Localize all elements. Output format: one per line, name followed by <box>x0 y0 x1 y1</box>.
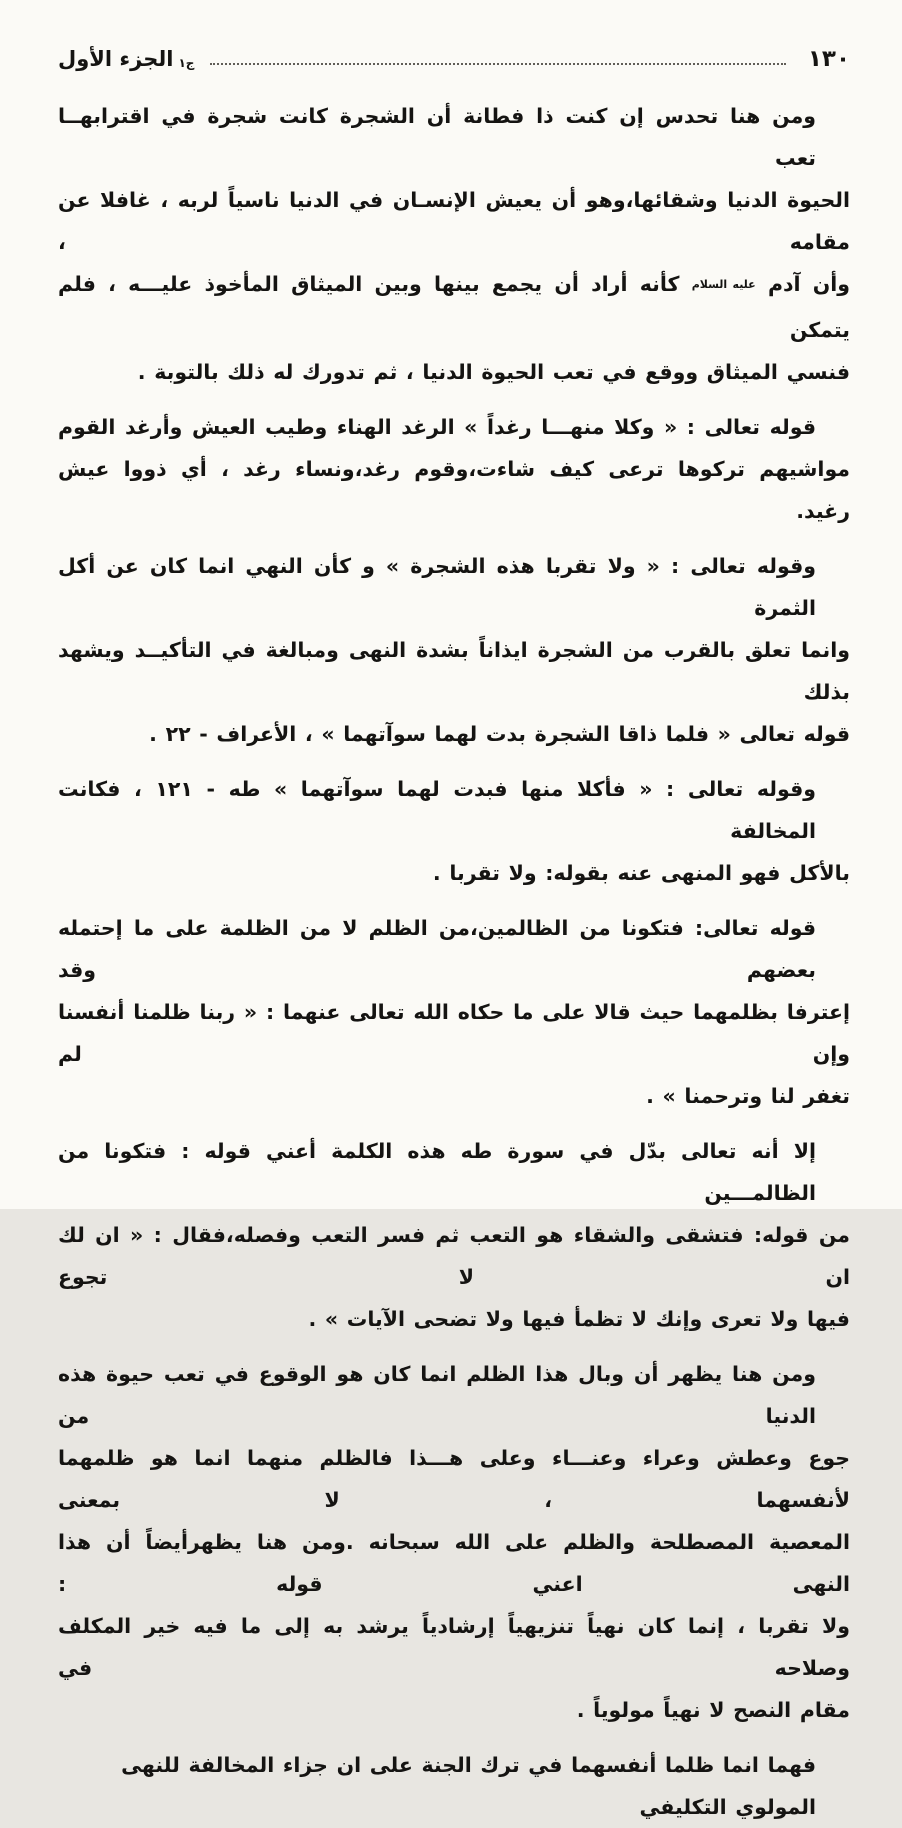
text-line: الحيوة الدنيا وشقائها،وهو أن يعيش الإنسـان في الدنيا ناسياً لربه ، غافلا عن مقامه ، <box>58 188 850 254</box>
volume-marker: ج١ <box>178 56 195 70</box>
text-line: فنسي الميثاق ووقع في تعب الحيوة الدنيا ، ثم تدورك له ذلك بالتوبة . <box>137 360 850 384</box>
text-line: وقوله تعالى : « فأكلا منها فبدت لهما سوآتهما » طه - ١٢١ ، فكانت المخالفة <box>58 777 816 843</box>
text-line: قوله تعالى « فلما ذاقا الشجرة بدت لهما سوآتهما » ، الأعراف - ٢٢ . <box>149 722 850 746</box>
text-line: ومن هنا تحدس إن كنت ذا فطانة أن الشجرة كانت شجرة في اقترابهــا تعب <box>58 104 816 170</box>
text-body <box>58 95 850 1828</box>
honorific-mark: عليه السلام <box>691 278 756 291</box>
text-line: مقام النصح لا نهياً مولوياً . <box>576 1698 850 1722</box>
text-line: قوله تعالى: فتكونا من الظالمين،من الظلم لا من الظلمة على ما إحتمله بعضهم وقد <box>58 916 816 982</box>
text-line: مواشيهم تركوها ترعى كيف شاءت،وقوم رغد،ونساء رغد ، أي ذووا عيش رغيد. <box>58 457 850 523</box>
text-line: فهما انما ظلما أنفسهما في ترك الجنة على ان جزاء المخالفة للنهى المولوي التكليفي <box>121 1753 816 1819</box>
page-header <box>58 42 850 76</box>
text-line: من قوله: فتشقى والشقاء هو التعب ثم فسر التعب وفصله،فقال : « ان لك ان لا تجوع <box>58 1223 850 1289</box>
text-line: تغفر لنا وترحمنا » . <box>646 1084 850 1108</box>
text-line <box>58 263 850 351</box>
paragraph-3 <box>58 545 850 755</box>
volume-title: الجزء الأول <box>58 47 174 71</box>
text-line: إلا أنه تعالى بدّل في سورة طه هذه الكلمة أعني قوله : فتكونا من الظالمـــين <box>58 1139 816 1205</box>
text-line: وانما تعلق بالقرب من الشجرة ايذاناً بشدة النهى ومبالغة في التأكيــد ويشهد بذلك <box>58 638 850 704</box>
paragraph-1 <box>58 95 850 393</box>
paragraph-8 <box>58 1744 850 1828</box>
text-line: إعترفا بظلمهما حيث قالا على ما حكاه الله تعالى عنهما : « ربنا ظلمنا أنفسنا وإن لم <box>58 1000 850 1066</box>
paragraph-7 <box>58 1353 850 1731</box>
text-line: المعصية المصطلحة والظلم على الله سبحانه .ومن هنا يظهرأيضاً أن هذا النهى اعني قوله : <box>58 1530 850 1596</box>
header-dotted-rule <box>210 63 785 65</box>
paragraph-5 <box>58 907 850 1117</box>
text-line: بالأكل فهو المنهى عنه بقوله: ولا تقربا . <box>432 861 850 885</box>
text-line: فيها ولا تعرى وإنك لا تظمأ فيها ولا تضحى الآيات » . <box>308 1307 850 1331</box>
paragraph-2 <box>58 406 850 532</box>
text-line: جوع وعطش وعراء وعنـــاء وعلى هـــذا فالظلم منهما انما هو ظلمهما لأنفسهما ، لا بمعنى <box>58 1446 850 1512</box>
text-segment: كأنه أراد أن يجمع بينها وبين الميثاق المأخوذ عليـــه ، فلم يتمكن <box>58 272 850 342</box>
page-number: ١٣٠ <box>807 46 850 72</box>
text-segment: وأن آدم <box>767 272 851 296</box>
text-line: قوله تعالى : « وكلا منهـــا رغداً » الرغد الهناء وطيب العيش وأرغد القوم <box>58 415 816 439</box>
paragraph-6 <box>58 1130 850 1340</box>
volume-label <box>58 47 194 71</box>
paragraph-4 <box>58 768 850 894</box>
text-line: ولا تقربا ، إنما كان نهياً تنزيهياً إرشادياً يرشد به إلى ما فيه خير المكلف وصلاحه في <box>58 1614 850 1680</box>
text-line: ومن هنا يظهر أن وبال هذا الظلم انما كان هو الوقوع في تعب حيوة هذه الدنيا من <box>58 1362 816 1428</box>
text-line: وقوله تعالى : « ولا تقربا هذه الشجرة » و كأن النهي انما كان عن أكل الثمرة <box>58 554 816 620</box>
